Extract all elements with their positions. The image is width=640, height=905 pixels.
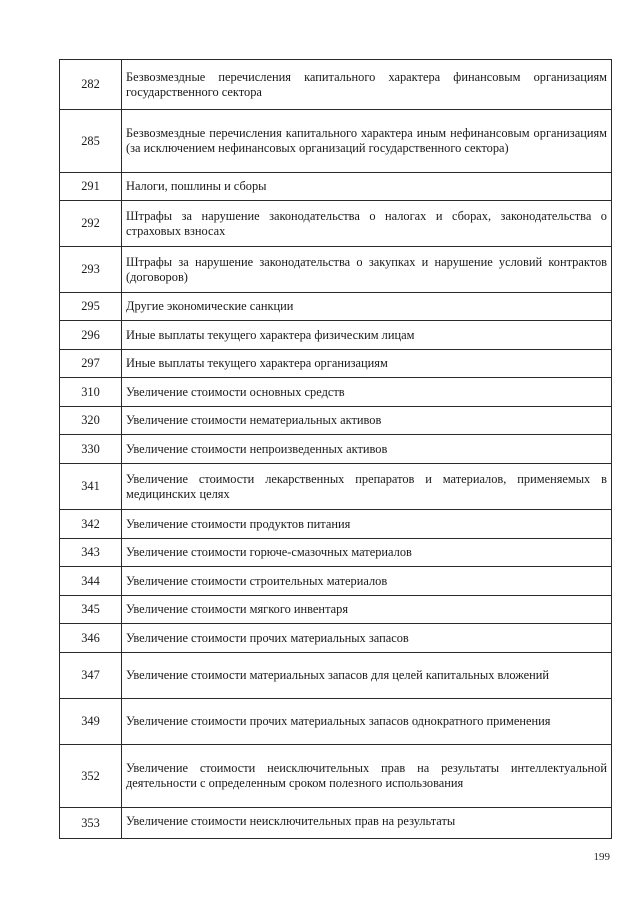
code-cell: 282 xyxy=(60,60,122,110)
description-cell: Увеличение стоимости прочих материальных запасов однократного применения xyxy=(122,699,612,745)
description-cell: Увеличение стоимости неисключительных прав на результаты интеллектуальной деятельности с определенным сроком полезного использования xyxy=(122,745,612,808)
description-cell: Штрафы за нарушение законодательства о налогах и сборах, законодательства о страховых взносах xyxy=(122,201,612,247)
page-number: 199 xyxy=(593,851,610,863)
table-row xyxy=(60,699,612,745)
table-row xyxy=(60,247,612,293)
description-cell: Штрафы за нарушение законодательства о закупках и нарушение условий контрактов (договоров) xyxy=(122,247,612,293)
table-row xyxy=(60,539,612,567)
description-cell: Другие экономические санкции xyxy=(122,293,612,321)
description-cell: Иные выплаты текущего характера физическим лицам xyxy=(122,321,612,350)
table-row xyxy=(60,435,612,464)
code-cell: 297 xyxy=(60,350,122,378)
description-cell: Безвозмездные перечисления капитального характера иным нефинансовым организациям (за исключением нефинансовых организаций государственного сектора) xyxy=(122,110,612,173)
code-cell: 320 xyxy=(60,407,122,435)
code-cell: 310 xyxy=(60,378,122,407)
description-cell: Увеличение стоимости основных средств xyxy=(122,378,612,407)
table-row xyxy=(60,624,612,653)
code-cell: 347 xyxy=(60,653,122,699)
code-cell: 341 xyxy=(60,464,122,510)
description-cell: Безвозмездные перечисления капитального характера финансовым организациям государственного сектора xyxy=(122,60,612,110)
code-cell: 344 xyxy=(60,567,122,596)
table-row xyxy=(60,60,612,110)
code-cell: 345 xyxy=(60,596,122,624)
code-cell: 330 xyxy=(60,435,122,464)
code-cell: 292 xyxy=(60,201,122,247)
code-cell: 293 xyxy=(60,247,122,293)
description-cell: Увеличение стоимости прочих материальных запасов xyxy=(122,624,612,653)
description-cell: Увеличение стоимости горюче-смазочных материалов xyxy=(122,539,612,567)
table-row xyxy=(60,110,612,173)
description-cell: Увеличение стоимости неисключительных прав на результаты xyxy=(122,808,612,839)
table-row xyxy=(60,596,612,624)
table-row xyxy=(60,808,612,839)
code-cell: 346 xyxy=(60,624,122,653)
table-row xyxy=(60,653,612,699)
code-cell: 352 xyxy=(60,745,122,808)
description-cell: Увеличение стоимости мягкого инвентаря xyxy=(122,596,612,624)
description-cell: Увеличение стоимости непроизведенных активов xyxy=(122,435,612,464)
table-row xyxy=(60,567,612,596)
description-cell: Увеличение стоимости нематериальных активов xyxy=(122,407,612,435)
code-cell: 353 xyxy=(60,808,122,839)
table-row xyxy=(60,745,612,808)
table-row xyxy=(60,407,612,435)
code-cell: 349 xyxy=(60,699,122,745)
table-row xyxy=(60,173,612,201)
table-row xyxy=(60,510,612,539)
table-row xyxy=(60,378,612,407)
budget-codes-table xyxy=(59,59,612,839)
code-cell: 343 xyxy=(60,539,122,567)
description-cell: Увеличение стоимости строительных материалов xyxy=(122,567,612,596)
table-row xyxy=(60,464,612,510)
description-cell: Иные выплаты текущего характера организациям xyxy=(122,350,612,378)
description-cell: Увеличение стоимости продуктов питания xyxy=(122,510,612,539)
description-cell: Увеличение стоимости лекарственных препаратов и материалов, применяемых в медицинских целях xyxy=(122,464,612,510)
table-row xyxy=(60,321,612,350)
code-cell: 291 xyxy=(60,173,122,201)
code-cell: 342 xyxy=(60,510,122,539)
code-cell: 285 xyxy=(60,110,122,173)
description-cell: Увеличение стоимости материальных запасов для целей капитальных вложений xyxy=(122,653,612,699)
table-row xyxy=(60,293,612,321)
code-cell: 296 xyxy=(60,321,122,350)
code-cell: 295 xyxy=(60,293,122,321)
table-row xyxy=(60,350,612,378)
table-row xyxy=(60,201,612,247)
description-cell: Налоги, пошлины и сборы xyxy=(122,173,612,201)
